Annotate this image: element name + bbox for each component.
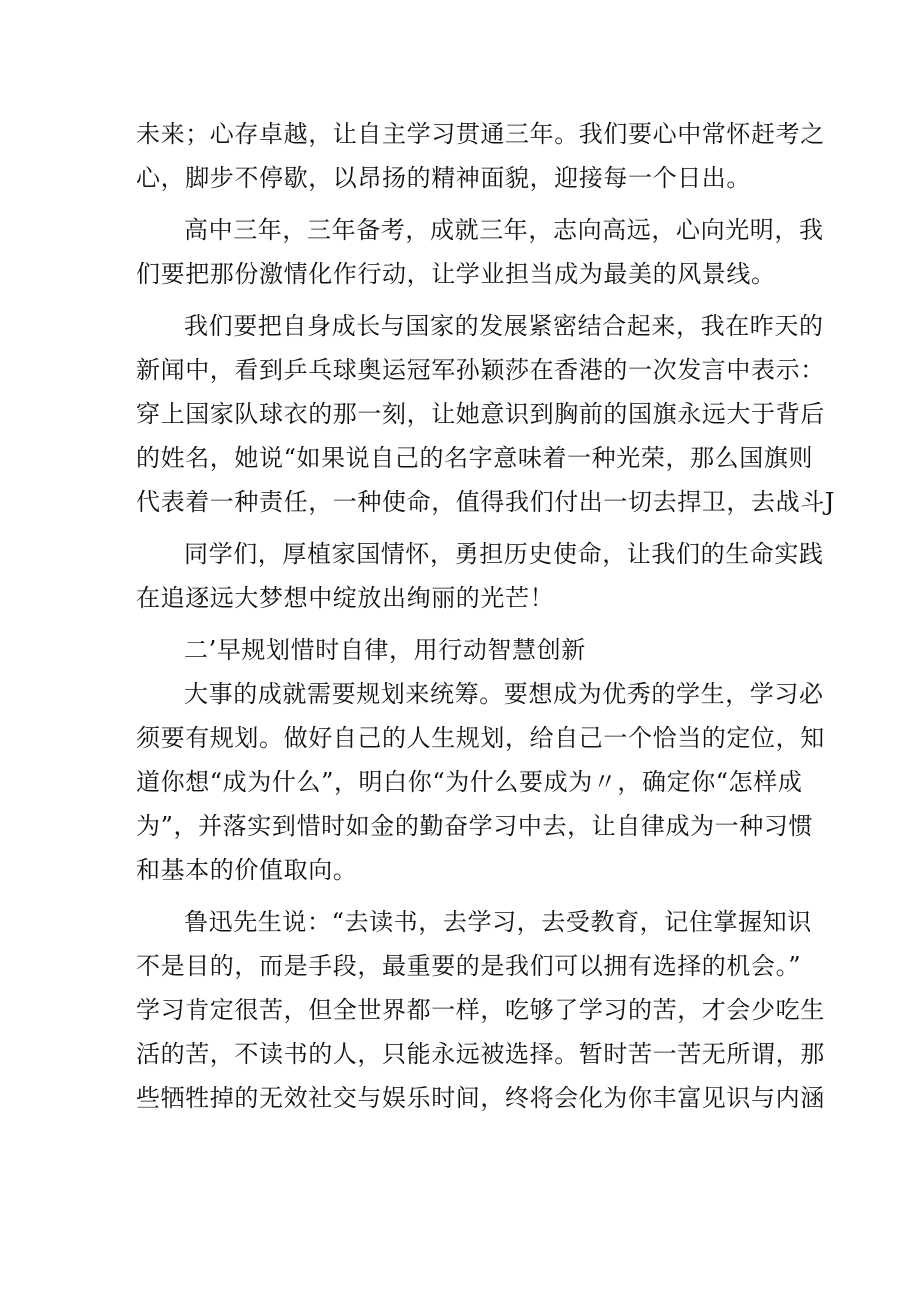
text-line: 的姓名，她说“如果说自己的名字意味着一种光荣，那么国旗则 xyxy=(136,444,814,472)
document-body xyxy=(136,112,836,1120)
text-line: 为”，并落实到惜时如金的勤奋学习中去，让自律成为一种习惯 xyxy=(136,812,814,840)
text-line: 们要把那份激情化作行动，让学业担当成为最美的风景线。 xyxy=(136,260,776,288)
text-line: 未来；心存卓越，让自主学习贯通三年。我们要心中常怀赶考之 xyxy=(136,120,825,148)
text-line: 不是目的，而是手段，最重要的是我们可以拥有选择的机会。” xyxy=(136,952,802,980)
section-heading: 二’早规划惜时自律，用行动智慧创新 xyxy=(184,636,586,664)
text-line: 学习肯定很苦，但全世界都一样，吃够了学习的苦，才会少吃生 xyxy=(136,996,825,1024)
text-line: 道你想“成为什么”，明白你“为什么要成为〃，确定你“怎样成 xyxy=(136,768,803,796)
text-line: 心，脚步不停歇，以昂扬的精神面貌，迎接每一个日出。 xyxy=(136,164,751,192)
paragraph-start-line: 同学们，厚植家国情怀，勇担历史使命，让我们的生命实践 xyxy=(184,540,824,568)
text-line: 穿上国家队球衣的那一刻，让她意识到胸前的国旗永远大于背后 xyxy=(136,400,825,428)
text-line: 代表着一种责任，一种使命，值得我们付出一切去捍卫，去战斗J xyxy=(136,488,836,516)
text-line: 活的苦，不读书的人，只能永远被选择。暂时苦一苦无所谓，那 xyxy=(136,1040,825,1068)
paragraph-start-line: 大事的成就需要规划来统筹。要想成为优秀的学生，学习必 xyxy=(184,680,824,708)
paragraph-start-line: 我们要把自身成长与国家的发展紧密结合起来，我在昨天的 xyxy=(184,312,824,340)
paragraph-start-line: 高中三年，三年备考，成就三年，志向高远，心向光明，我 xyxy=(184,216,824,244)
text-line: 在追逐远大梦想中绽放出绚丽的光芒！ xyxy=(136,584,555,612)
paragraph-start-line: 鲁迅先生说：“去读书，去学习，去受教育，记住掌握知识 xyxy=(184,908,812,936)
text-line: 些牺牲掉的无效社交与娱乐时间，终将会化为你丰富见识与内涵 xyxy=(136,1084,825,1112)
text-line: 和基本的价值取向。 xyxy=(136,856,358,884)
text-line: 新闻中，看到乒乓球奥运冠军孙颖莎在香港的一次发言中表示： xyxy=(136,356,825,384)
text-line: 须要有规划。做好自己的人生规划，给自己一个恰当的定位，知 xyxy=(136,724,825,752)
